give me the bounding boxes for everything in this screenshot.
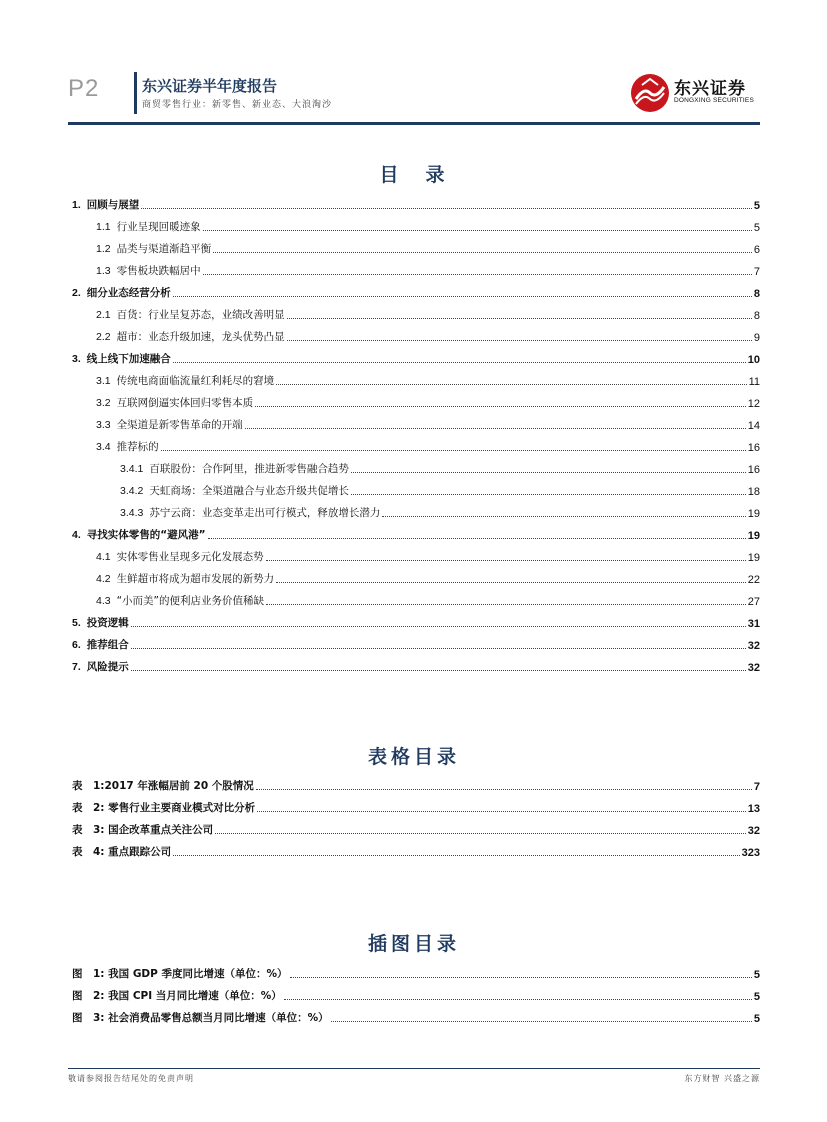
tables-entry[interactable] xyxy=(72,799,760,815)
toc-entry-text: 风险提示 xyxy=(86,661,129,673)
toc-entry-number: 2. xyxy=(72,287,81,299)
dot-leader xyxy=(215,833,746,834)
figures-entry-page: 5 xyxy=(753,991,760,1003)
tables-entry-page: 32 xyxy=(747,825,760,837)
footer-disclaimer: 敬请参阅报告结尾处的免责声明 xyxy=(68,1074,194,1083)
toc-entry-text: 百货：行业呈复苏态，业绩改善明显 xyxy=(116,309,285,321)
toc-entry[interactable] xyxy=(96,570,760,586)
toc-entry-label xyxy=(72,659,129,674)
toc-entry-page: 27 xyxy=(747,596,760,608)
toc-entry-text: 线上线下加速融合 xyxy=(86,353,171,365)
toc-entry-number: 1.1 xyxy=(96,221,111,233)
toc-entry[interactable] xyxy=(96,548,760,564)
toc-entry-page: 16 xyxy=(747,464,760,476)
dot-leader xyxy=(131,670,746,671)
dot-leader xyxy=(290,977,752,978)
toc-entry-number: 3. xyxy=(72,353,81,365)
company-logo xyxy=(630,72,760,114)
toc-entry-number: 3.3 xyxy=(96,419,111,431)
toc-entry-number: 2.1 xyxy=(96,309,111,321)
toc-entry-number: 3.4.2 xyxy=(120,485,144,497)
dot-leader xyxy=(208,538,746,539)
toc-entry-number: 3.2 xyxy=(96,397,111,409)
toc-entry-page: 32 xyxy=(747,662,760,674)
page-number: P2 xyxy=(68,75,100,102)
toc-entry[interactable] xyxy=(96,592,760,608)
toc-entry-page: 16 xyxy=(747,442,760,454)
toc-entry-page: 8 xyxy=(753,288,760,300)
toc-entry-page: 19 xyxy=(747,552,760,564)
toc-entry-number: 3.1 xyxy=(96,375,111,387)
toc-entry-number: 6. xyxy=(72,639,81,651)
dot-leader xyxy=(276,384,746,385)
dot-leader xyxy=(266,560,746,561)
toc-entry[interactable] xyxy=(96,328,760,344)
toc-entry[interactable] xyxy=(72,636,760,652)
toc-entry-number: 3.4 xyxy=(96,441,111,453)
toc-entry-label xyxy=(72,197,139,212)
toc-entry-label xyxy=(96,549,264,564)
toc-entry[interactable] xyxy=(120,460,760,476)
tables-entry-page: 13 xyxy=(747,803,760,815)
toc-entry-number: 1.2 xyxy=(96,243,111,255)
toc-entry-label xyxy=(96,241,211,256)
tables-title: 表格目录 xyxy=(367,746,460,768)
toc-entry-page: 14 xyxy=(747,420,760,432)
page-header xyxy=(0,0,827,130)
footer-rule xyxy=(68,1068,760,1069)
dot-leader xyxy=(276,582,746,583)
figures-entry-label: 图 3: 社会消费品零售总额当月同比增速（单位：%） xyxy=(72,1012,329,1024)
toc-entry-text: 百联股份：合作阿里，推进新零售融合趋势 xyxy=(149,463,349,475)
toc-entry-label xyxy=(120,505,380,520)
toc-entry-label xyxy=(72,351,171,366)
toc-entry[interactable] xyxy=(96,262,760,278)
toc-entry-label xyxy=(96,593,264,608)
toc-entry[interactable] xyxy=(96,416,760,432)
toc-entry-page: 19 xyxy=(747,508,760,520)
toc-entry-text: 回顾与展望 xyxy=(86,199,140,211)
toc-entry-text: 传统电商面临流量红利耗尽的窘境 xyxy=(116,375,275,387)
toc-entry-number: 3.4.3 xyxy=(120,507,144,519)
dot-leader xyxy=(203,230,752,231)
dot-leader xyxy=(173,362,746,363)
figures-entry[interactable] xyxy=(72,965,760,981)
toc-entry-page: 22 xyxy=(747,574,760,586)
tables-entry[interactable] xyxy=(72,843,760,859)
toc-entry-text: 品类与渠道渐趋平衡 xyxy=(116,243,212,255)
dot-leader xyxy=(382,516,745,517)
toc-entry-text: 实体零售业呈现多元化发展态势 xyxy=(116,551,264,563)
dot-leader xyxy=(284,999,752,1000)
toc-entry-text: 推荐组合 xyxy=(86,639,129,651)
toc-entry-text: 互联网倒逼实体回归零售本质 xyxy=(116,397,254,409)
toc-entry-text: 推荐标的 xyxy=(116,441,159,453)
toc-entry[interactable] xyxy=(96,218,760,234)
toc-entry-text: 细分业态经营分析 xyxy=(86,287,171,299)
toc-entry-page: 19 xyxy=(747,530,760,542)
logo-text-en: DONGXING SECURITIES xyxy=(674,97,755,104)
toc-entry-label xyxy=(96,307,285,322)
tables-entry[interactable] xyxy=(72,777,760,793)
toc-entry-text: “小而美”的便利店业务价值稀缺 xyxy=(116,595,264,607)
toc-entry-label xyxy=(96,439,159,454)
logo-emblem-icon xyxy=(630,73,670,113)
toc-entry[interactable] xyxy=(72,658,760,674)
toc-entry-page: 10 xyxy=(747,354,760,366)
toc-entry-label xyxy=(72,637,129,652)
figures-title: 插图目录 xyxy=(367,933,460,955)
dot-leader xyxy=(213,252,752,253)
dot-leader xyxy=(255,406,746,407)
tables-entry-label: 表 3: 国企改革重点关注公司 xyxy=(72,824,214,836)
toc-entry-number: 4.2 xyxy=(96,573,111,585)
figures-entry[interactable] xyxy=(72,1009,760,1025)
dot-leader xyxy=(351,494,746,495)
toc-entry-number: 3.4.1 xyxy=(120,463,144,475)
toc-entry-number: 1. xyxy=(72,199,81,211)
toc-entry-text: 寻找实体零售的“避风港” xyxy=(86,529,206,541)
toc-entry[interactable] xyxy=(96,372,760,388)
dot-leader xyxy=(266,604,746,605)
toc-entry-page: 31 xyxy=(747,618,760,630)
report-subtitle: 商贸零售行业：新零售、新业态、大浪淘沙 xyxy=(142,100,333,110)
toc-entry-number: 7. xyxy=(72,661,81,673)
toc-entry-label xyxy=(96,373,274,388)
dot-leader xyxy=(173,296,752,297)
toc-entry[interactable] xyxy=(96,240,760,256)
toc-entry-label xyxy=(72,527,206,542)
toc-entry-page: 32 xyxy=(747,640,760,652)
dot-leader xyxy=(287,318,752,319)
toc-title: 目 录 xyxy=(379,164,449,186)
dot-leader xyxy=(161,450,746,451)
tables-entry-label: 表 4: 重点跟踪公司 xyxy=(72,846,172,858)
toc-entry-label xyxy=(72,285,171,300)
dot-leader xyxy=(331,1021,752,1022)
toc-entry[interactable] xyxy=(120,504,760,520)
toc-entry-label xyxy=(96,263,201,278)
toc-entry-label xyxy=(96,329,285,344)
toc-entry[interactable] xyxy=(72,526,760,542)
toc-entry[interactable] xyxy=(96,438,760,454)
figures-entry-page: 5 xyxy=(753,969,760,981)
figures-entry-page: 5 xyxy=(753,1013,760,1025)
toc-entry-text: 投资逻辑 xyxy=(86,617,129,629)
toc-entry-text: 全渠道是新零售革命的开端 xyxy=(116,419,243,431)
dot-leader xyxy=(256,789,752,790)
dot-leader xyxy=(245,428,746,429)
figures-entry-label: 图 1: 我国 GDP 季度同比增速（单位：%） xyxy=(72,968,288,980)
toc-entry-page: 11 xyxy=(748,376,760,388)
dot-leader xyxy=(257,811,746,812)
toc-entry-text: 天虹商场：全渠道融合与业态升级共促增长 xyxy=(149,485,349,497)
toc-entry-label xyxy=(72,615,129,630)
toc-entry-label xyxy=(120,461,349,476)
toc-entry-text: 零售板块跌幅居中 xyxy=(116,265,201,277)
toc-entry-number: 4. xyxy=(72,529,81,541)
toc-entry-page: 5 xyxy=(753,222,760,234)
toc-entry-text: 苏宁云商：业态变革走出可行模式，释放增长潜力 xyxy=(149,507,381,519)
toc-entry-text: 生鲜超市将成为超市发展的新势力 xyxy=(116,573,275,585)
toc-entry-label xyxy=(96,395,253,410)
tables-entry-label: 表 1:2017 年涨幅居前 20 个股情况 xyxy=(72,780,254,792)
toc-entry-page: 18 xyxy=(747,486,760,498)
dot-leader xyxy=(203,274,752,275)
toc-entry-page: 8 xyxy=(753,310,760,322)
header-separator xyxy=(134,72,137,114)
toc-entry-number: 5. xyxy=(72,617,81,629)
toc-entry[interactable] xyxy=(72,284,760,300)
dot-leader xyxy=(131,626,746,627)
tables-entry-label: 表 2: 零售行业主要商业模式对比分析 xyxy=(72,802,256,814)
toc-entry-page: 6 xyxy=(753,244,760,256)
toc-entry-number: 2.2 xyxy=(96,331,111,343)
toc-entry-page: 12 xyxy=(747,398,760,410)
toc-entry-label xyxy=(120,483,349,498)
header-rule xyxy=(68,122,760,125)
dot-leader xyxy=(351,472,746,473)
figures-entry[interactable] xyxy=(72,987,760,1003)
toc-entry[interactable] xyxy=(72,614,760,630)
toc-entry-label xyxy=(96,417,243,432)
toc-entry[interactable] xyxy=(120,482,760,498)
toc-entry[interactable] xyxy=(72,196,760,212)
tables-entry[interactable] xyxy=(72,821,760,837)
toc-entry-text: 超市：业态升级加速，龙头优势凸显 xyxy=(116,331,285,343)
footer-slogan: 东方财智 兴盛之源 xyxy=(684,1074,760,1083)
report-title: 东兴证券半年度报告 xyxy=(142,77,278,95)
dot-leader xyxy=(131,648,746,649)
toc-entry-label xyxy=(96,219,201,234)
dot-leader xyxy=(287,340,752,341)
toc-entry-number: 4.3 xyxy=(96,595,111,607)
toc-entry-label xyxy=(96,571,274,586)
figures-entry-label: 图 2: 我国 CPI 当月同比增速（单位：%） xyxy=(72,990,282,1002)
toc-entry[interactable] xyxy=(72,350,760,366)
toc-entry-number: 1.3 xyxy=(96,265,111,277)
dot-leader xyxy=(173,855,739,856)
toc-entry-number: 4.1 xyxy=(96,551,111,563)
toc-entry-page: 9 xyxy=(753,332,760,344)
tables-entry-page: 323 xyxy=(741,847,760,859)
toc-entry-text: 行业呈现回暖迹象 xyxy=(116,221,201,233)
toc-entry[interactable] xyxy=(96,306,760,322)
toc-entry[interactable] xyxy=(96,394,760,410)
logo-text-cn: 东兴证券 xyxy=(674,79,746,99)
dot-leader xyxy=(141,208,752,209)
tables-entry-page: 7 xyxy=(753,781,760,793)
toc-entry-page: 5 xyxy=(753,200,760,212)
toc-entry-page: 7 xyxy=(753,266,760,278)
